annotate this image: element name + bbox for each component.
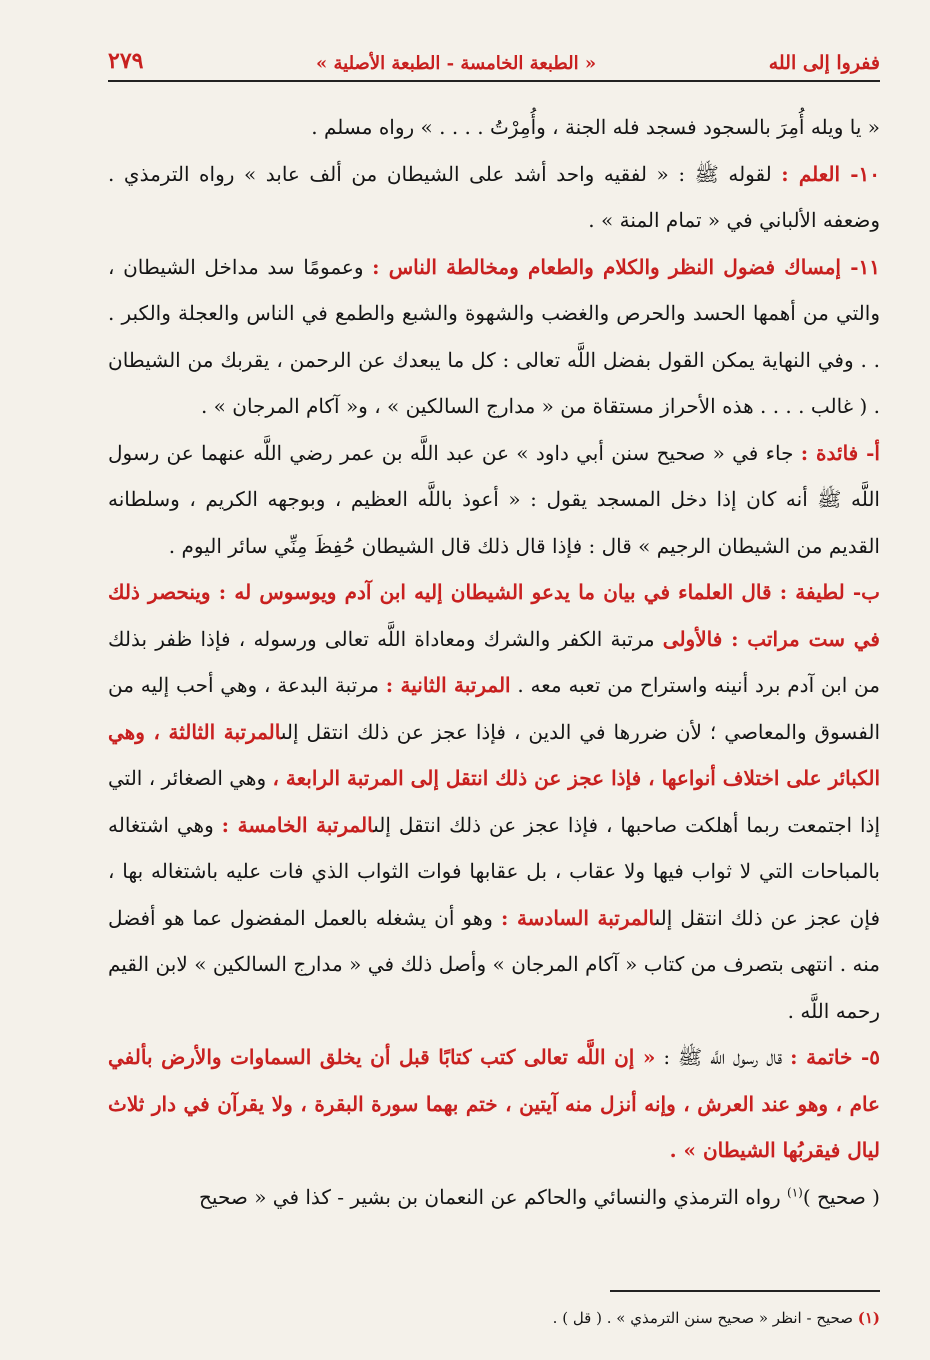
latifa-heading: ب- لطيفة : قال العلماء في بيان ما يدعو الشيطان إليه ابن آدم ويوسوس له : وينحصر ذلك في ست مراتب : فالأولى: [108, 580, 880, 651]
paragraph-text: « يا ويله أُمِرَ بالسجود فسجد فله الجنة ، وأُمِرْتُ . . . . » رواه مسلم .: [311, 115, 880, 139]
edition-label: « الطبعة الخامسة - الطبعة الأصلية »: [316, 53, 597, 74]
hadith-quote: « إن اللَّه تعالى كتب كتابًا قبل أن يخلق السماوات والأرض بألفي عام ، وهو عند العرش ، وإنه أنزل منه آيتين ، ختم بهما سورة البقرة ، ولا يقرآن في دار ثلاث ليال فيقربُها الشيطان » .: [108, 1045, 880, 1162]
page-number: ٢٧٩: [108, 48, 144, 74]
section-label: ٥- خاتمة :: [790, 1045, 880, 1069]
section-label: ١١- إمساك فضول النظر والكلام والطعام ومخالطة الناس :: [372, 254, 880, 279]
footnote-reference[interactable]: (١): [787, 1184, 803, 1199]
page-body: [108, 104, 880, 1220]
paragraph-text: وعمومًا سد مداخل الشيطان ، والتي من أهمها الحسد والحرص والغضب والشهوة والشبع والطمع في الناس والعجلة والكبر . . . وفي النهاية يمكن القول بفضل اللَّه تعالى : كل ما يبعدك عن الرحمن ، يقربك من الشيطان . ( غالب . . . . هذه الأحراز مستقاة من « مدارج السالكين » ، و« آكام المرجان » .: [108, 254, 880, 418]
paragraph-text: وهو أن يشغله بالعمل المفضول عما هو أفضل منه . انتهى بتصرف من كتاب « آكام المرجان » وأصل ذلك في « مدارج السالكين » لابن القيم رحمه اللَّه .: [108, 905, 881, 1023]
section-label: أ- فائدة :: [800, 440, 880, 465]
paragraph-khatima: [108, 1034, 880, 1174]
paragraph-text: مرتبة الكفر والشرك ومعاداة اللَّه تعالى ورسوله ، فإذا ظفر بذلك من ابن آدم برد أنينه واستراح من تعبه معه .: [108, 626, 880, 697]
paragraph-text: لقوله ﷺ : « لفقيه واحد أشد على الشيطان من ألف عابد » رواه الترمذي . وضعفه الألباني في « تمام المنة » .: [108, 161, 880, 232]
paragraph-text: جاء في « صحيح سنن أبي داود » عن عبد اللَّه بن عمر رضي اللَّه عنهما عن رسول اللَّه ﷺ أنه كان إذا دخل المسجد يقول : « أعوذ باللَّه العظيم ، وبوجهه الكريم ، وسلطانه القديم من الشيطان الرجيم » قال : فإذا قال ذلك قال الشيطان حُفِظَ مِنِّي سائر اليوم .: [108, 440, 880, 558]
paragraph-hadith-sujud: [108, 104, 880, 151]
paragraph-text: وهي اشتغاله بالمباحات التي لا ثواب فيها ولا عقاب ، بل عقابها فوات الثواب الذي فات عليه باشتغاله بها ، فإن عجز عن ذلك انتقل إلى: [108, 812, 881, 930]
paragraph-faida: [108, 430, 880, 570]
paragraph-imsak: [108, 244, 880, 430]
paragraph-takhrij: [108, 1174, 880, 1221]
page-header: [108, 36, 880, 82]
paragraph-text: وهي الصغائر ، التي إذا اجتمعت ربما أهلكت صاحبها ، فإذا عجز عن ذلك انتقل إلى: [108, 766, 880, 837]
paragraph-ilm: [108, 151, 880, 244]
paragraph-text: قال رسول اللَّه ﷺ :: [655, 1045, 791, 1069]
paragraph-text: رواه الترمذي والنسائي والحاكم عن النعمان بن بشير - كذا في « صحيح: [199, 1184, 787, 1209]
footnote: [108, 1306, 880, 1330]
paragraph-text: مرتبة البدعة ، وهي أحب إليه من الفسوق والمعاصي ؛ لأن ضررها في الدين ، فإذا عجز عن ذلك انتقل إلى: [108, 673, 880, 744]
footnote-text: صحيح - انظر « صحيح سنن الترمذي » . ( قل ) .: [552, 1309, 858, 1327]
footnote-divider: [610, 1290, 880, 1292]
rank-six-label: المرتبة السادسة :: [500, 905, 655, 930]
book-title: ففروا إلى الله: [768, 52, 880, 74]
footnote-number: (١): [857, 1309, 880, 1327]
rank-two-label: المرتبة الثانية :: [385, 673, 511, 697]
grading-label: ( صحيح ): [802, 1184, 880, 1209]
paragraph-latifa: [108, 569, 880, 1034]
rank-three-label: المرتبة الثالثة ، وهي الكبائر على اختلاف أنواعها ، فإذا عجز عن ذلك انتقل إلى المرتبة الرابعة ،: [108, 719, 881, 790]
rank-five-label: المرتبة الخامسة :: [221, 812, 374, 837]
section-label: ١٠- العلم :: [781, 161, 880, 186]
